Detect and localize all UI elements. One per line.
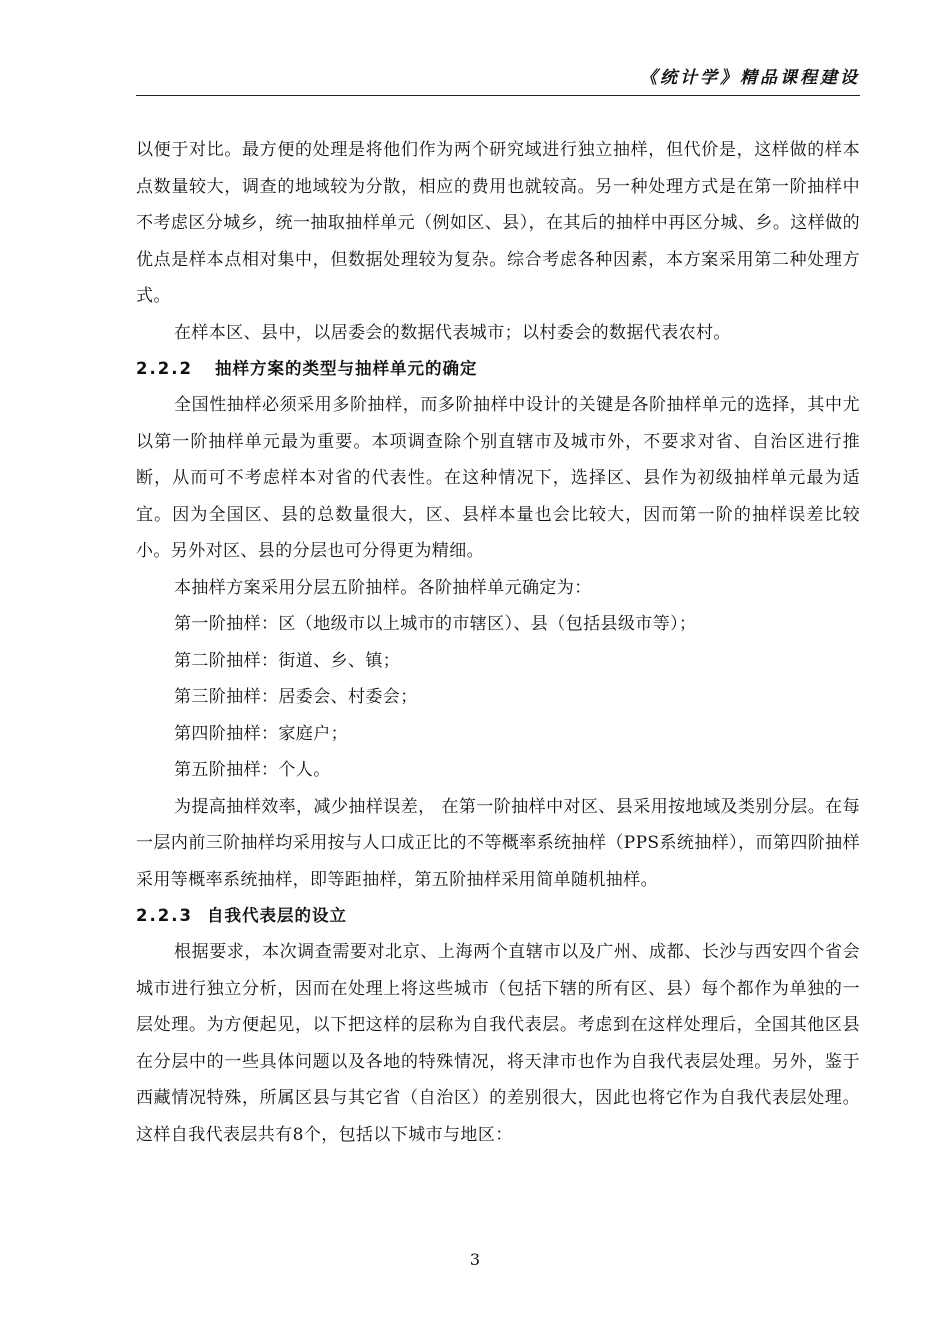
list-item-stage-4: 第四阶抽样：家庭户；: [174, 723, 348, 744]
section-heading-2-2-2: [136, 351, 860, 387]
page-number: 3: [469, 1250, 481, 1269]
section-heading-2-2-3: [136, 898, 860, 934]
paragraph-continuation: 以便于对比。最方便的处理是将他们作为两个研究域进行独立抽样，但代价是，这样做的样本点数量较大，调查的地域较为分散，相应的费用也就较高。另一种处理方式是在第一阶抽样中不考虑区分城乡，统一抽取抽样单元（例如区、县），在其后的抽样中再区分城、乡。这样做的优点是样本点相对集中，但数据处理较为复杂。综合考虑各种因素，本方案采用第二种处理方式。: [136, 140, 860, 306]
list-item-stage-2: 第二阶抽样：街道、乡、镇；: [174, 650, 401, 671]
document-body: [136, 132, 860, 1153]
list-item-stage-5: 第五阶抽样：个人。: [174, 760, 331, 780]
section-title: 自我代表层的设立: [206, 906, 347, 925]
page-header: [136, 64, 860, 96]
paragraph-sampling-efficiency: 为提高抽样效率，减少抽样误差， 在第一阶抽样中对区、县采用按地域及类别分层。在每一层内前三阶抽样均采用按与人口成正比的不等概率系统抽样（PPS系统抽样），而第四阶抽样采用等概率系统抽样，即等距抽样，第五阶抽样采用简单随机抽样。: [136, 796, 860, 890]
header-title: 《统计学》精品课程建设: [640, 68, 860, 88]
paragraph-multistage-sampling: 全国性抽样必须采用多阶抽样，而多阶抽样中设计的关键是各阶抽样单元的选择，其中尤以第一阶抽样单元最为重要。本项调查除个别直辖市及城市外，不要求对省、自治区进行推断，从而可不考虑样本对省的代表性。在这种情况下，选择区、县作为初级抽样单元最为适宜。因为全国区、县的总数量很大，区、县样本量也会比较大，因而第一阶的抽样误差比较小。另外对区、县的分层也可分得更为精细。: [136, 395, 860, 561]
paragraph-sample-representation: 在样本区、县中，以居委会的数据代表城市；以村委会的数据代表农村。: [174, 322, 731, 343]
paragraph-self-representing-layer: 根据要求，本次调查需要对北京、上海两个直辖市以及广州、成都、长沙与西安四个省会城市进行独立分析，因而在处理上将这些城市（包括下辖的所有区、县）每个都作为单独的一层处理。为方便起见，以下把这样的层称为自我代表层。考虑到在这样处理后，全国其他区县在分层中的一些具体问题以及各地的特殊情况，将天津市也作为自我代表层处理。另外，鉴于西藏情况特殊，所属区县与其它省（自治区）的差别很大，因此也将它作为自我代表层处理。这样自我代表层共有8个，包括以下城市与地区：: [136, 942, 860, 1145]
section-title: 抽样方案的类型与抽样单元的确定: [214, 359, 478, 378]
list-item-stage-1: 第一阶抽样：区（地级市以上城市的市辖区）、县（包括县级市等）；: [174, 614, 697, 634]
section-number: 2.2.2: [136, 359, 193, 378]
paragraph-five-stage-intro: 本抽样方案采用分层五阶抽样。各阶抽样单元确定为：: [174, 577, 592, 598]
list-item-stage-3: 第三阶抽样：居委会、村委会；: [174, 687, 418, 707]
section-number: 2.2.3: [136, 906, 193, 925]
